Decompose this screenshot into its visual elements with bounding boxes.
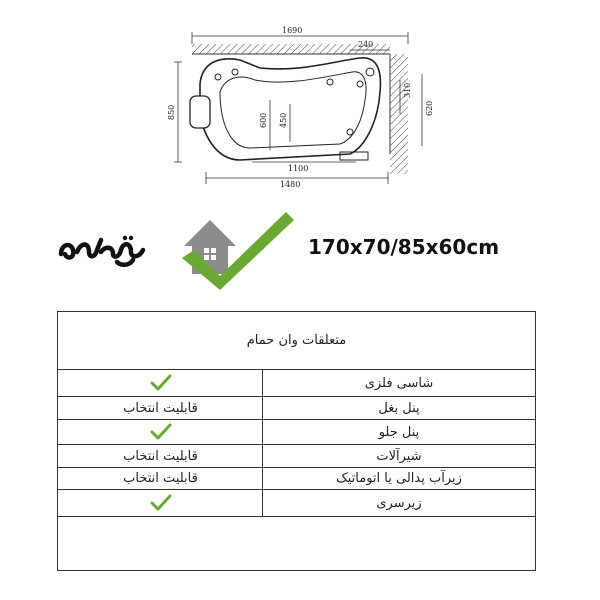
dim-top-right-width: 240 [358, 40, 374, 49]
dim-overall-length: 1690 [282, 26, 303, 35]
dim-right-height-inner: 310 [403, 82, 412, 98]
dim-right-height-outer: 620 [425, 100, 434, 116]
table-header-row [58, 312, 535, 369]
feature-cell: پنل جلو [262, 420, 535, 444]
table-row [58, 397, 535, 419]
dim-basin-width-outer: 600 [259, 112, 268, 128]
feature-cell: زیرسری [262, 490, 535, 516]
dim-basin-width-inner: 450 [279, 112, 288, 128]
check-cell [58, 370, 263, 396]
feature-cell: شاسی فلزی [262, 370, 535, 396]
check-cell [58, 420, 263, 444]
dim-bottom-length: 1480 [280, 180, 301, 189]
table-row [58, 445, 535, 467]
house-check-logo [178, 206, 296, 290]
tub-basin [220, 72, 366, 148]
table-row [58, 468, 535, 489]
feature-cell: شیرآلات [262, 445, 535, 467]
checkmark-icon [150, 494, 172, 512]
bathtub-technical-drawing [160, 22, 450, 194]
table-row [58, 490, 535, 516]
table-row [58, 420, 535, 444]
headrest [190, 96, 210, 128]
right-wall-hatch [390, 54, 408, 174]
dim-basin-length: 1100 [288, 164, 309, 173]
feature-cell: پنل بغل [262, 397, 535, 419]
checkmark-icon [150, 374, 172, 392]
table-header: متعلقات وان حمام [246, 333, 347, 348]
value-cell: قابلیت انتخاب [123, 471, 198, 486]
check-cell [58, 490, 263, 516]
feature-cell: زیرآب پدالی یا اتوماتیک [262, 468, 535, 489]
brand-logo [55, 228, 155, 268]
checkmark-icon [150, 423, 172, 441]
spec-table [57, 311, 536, 571]
dim-left-height: 850 [167, 104, 176, 120]
size-title: 170x70/85x60cm [308, 235, 500, 259]
value-cell: قابلیت انتخاب [123, 448, 198, 464]
value-cell: قابلیت انتخاب [123, 400, 198, 416]
table-row [58, 370, 535, 396]
